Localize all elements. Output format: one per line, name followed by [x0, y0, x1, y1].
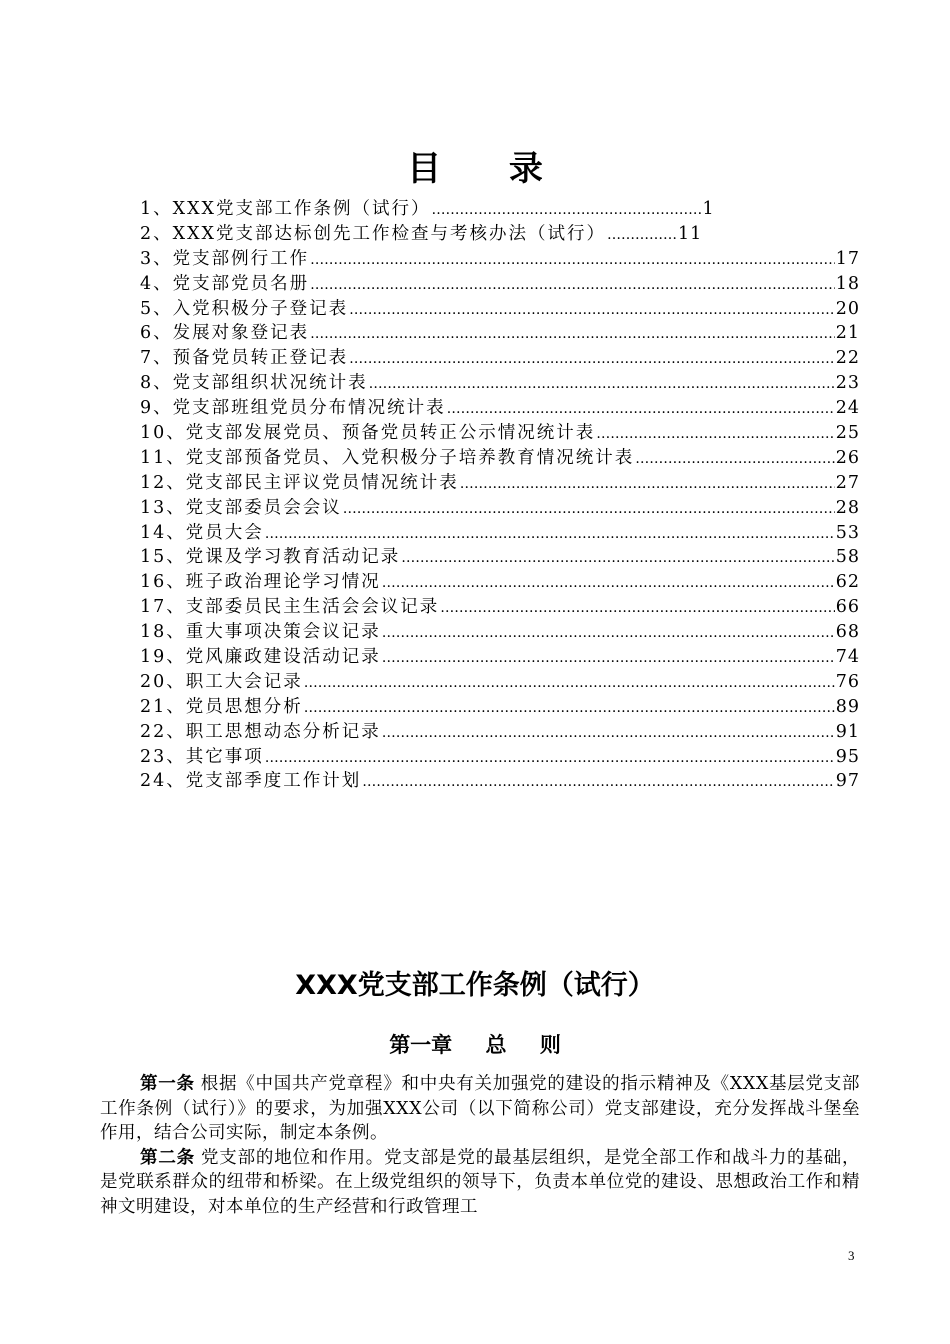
- toc-entry-page: 62: [835, 572, 860, 593]
- toc-entry-page: 74: [835, 647, 860, 668]
- toc-entry-page: 95: [835, 746, 860, 767]
- toc-entry: [140, 396, 860, 421]
- toc-entry-label: 3、党支部例行工作: [140, 248, 310, 269]
- toc-entry: [140, 521, 860, 546]
- toc-dot-leader: [369, 372, 835, 397]
- toc-entry: [140, 496, 860, 521]
- toc-entry-label: 24、党支部季度工作计划: [140, 771, 362, 792]
- toc-entry: [140, 745, 860, 770]
- toc-entry: [140, 695, 860, 720]
- toc-dot-leader: [432, 198, 702, 223]
- toc-entry-label: 17、支部委员民主生活会会议记录: [140, 597, 440, 618]
- toc-entry-page: 22: [835, 348, 860, 369]
- toc-entry: [140, 670, 860, 695]
- toc-entry-page: 97: [835, 771, 860, 792]
- toc-entry-page: 91: [835, 721, 860, 742]
- toc-entry-label: 11、党支部预备党员、入党积极分子培养教育情况统计表: [140, 447, 635, 468]
- chapter-heading: [0, 1028, 950, 1062]
- toc-entry: [140, 272, 860, 297]
- toc-dot-leader: [304, 671, 835, 696]
- toc-list: [140, 197, 860, 794]
- toc-entry: [140, 222, 860, 247]
- toc-entry-page: 58: [835, 547, 860, 568]
- toc-entry-label: 5、入党积极分子登记表: [140, 298, 349, 319]
- toc-entry-label: 9、党支部班组党员分布情况统计表: [140, 398, 446, 419]
- toc-dot-leader: [596, 422, 834, 447]
- toc-dot-leader: [382, 571, 835, 596]
- toc-entry: [140, 720, 860, 745]
- toc-entry: [140, 346, 860, 371]
- toc-dot-leader: [460, 472, 835, 497]
- toc-entry-label: 1、XXX党支部工作条例（试行）: [140, 199, 431, 219]
- toc-entry: [140, 197, 860, 222]
- toc-entry-label: 4、党支部党员名册: [140, 273, 310, 294]
- chapter-number: 第一章: [389, 1033, 453, 1057]
- toc-entry-label: 22、职工思想动态分析记录: [140, 721, 381, 742]
- toc-entry-label: 23、其它事项: [140, 746, 264, 767]
- toc-entry: [140, 297, 860, 322]
- toc-dot-leader: [382, 721, 835, 746]
- toc-entry-page: 1: [702, 199, 715, 219]
- toc-entry-label: 16、班子政治理论学习情况: [140, 572, 381, 593]
- toc-entry: [140, 247, 860, 272]
- toc-entry-page: 21: [835, 323, 860, 344]
- toc-entry: [140, 421, 860, 446]
- toc-entry-page: 53: [835, 522, 860, 543]
- toc-entry: [140, 595, 860, 620]
- toc-entry: [140, 371, 860, 396]
- toc-entry-label: 14、党员大会: [140, 522, 264, 543]
- toc-dot-leader: [310, 273, 835, 298]
- toc-dot-leader: [382, 621, 835, 646]
- toc-entry: [140, 769, 860, 794]
- article-label: 第二条: [140, 1147, 195, 1168]
- chapter-name-part1: 总: [485, 1033, 507, 1057]
- toc-entry-page: 17: [835, 248, 860, 269]
- toc-entry-page: 68: [835, 622, 860, 643]
- toc-entry-label: 7、预备党员转正登记表: [140, 348, 349, 369]
- toc-entry-label: 2、XXX党支部达标创先工作检查与考核办法（试行）: [140, 223, 607, 244]
- toc-dot-leader: [382, 646, 835, 671]
- toc-entry-label: 19、党风廉政建设活动记录: [140, 647, 381, 668]
- toc-entry-page: 25: [835, 423, 860, 444]
- toc-dot-leader: [349, 298, 835, 323]
- toc-dot-leader: [265, 522, 835, 547]
- toc-entry: [140, 321, 860, 346]
- toc-entry: [140, 471, 860, 496]
- toc-entry-page: 89: [835, 696, 860, 717]
- toc-dot-leader: [635, 447, 834, 472]
- toc-entry-page: 27: [835, 472, 860, 493]
- toc-dot-leader: [310, 322, 835, 347]
- toc-entry-label: 8、党支部组织状况统计表: [140, 373, 368, 394]
- toc-entry-label: 13、党支部委员会会议: [140, 497, 342, 518]
- page-number: 3: [848, 1248, 855, 1263]
- chapter-name-part2: 则: [539, 1033, 561, 1057]
- toc-entry-page: 11: [678, 223, 703, 244]
- toc-dot-leader: [447, 397, 835, 422]
- document-title: XXX党支部工作条例（试行）: [295, 970, 655, 1001]
- toc-entry-label: 21、党员思想分析: [140, 696, 303, 717]
- toc-entry-page: 66: [835, 597, 860, 618]
- toc-entry: [140, 570, 860, 595]
- toc-dot-leader: [607, 223, 677, 248]
- toc-entry: [140, 645, 860, 670]
- toc-entry: [140, 446, 860, 471]
- toc-entry-page: 24: [835, 398, 860, 419]
- toc-dot-leader: [440, 596, 834, 621]
- article-label: 第一条: [140, 1074, 195, 1094]
- toc-entry-page: 23: [835, 373, 860, 394]
- toc-dot-leader: [265, 746, 835, 771]
- toc-dot-leader: [362, 770, 834, 795]
- article-text: 根据《中国共产党章程》和中央有关加强党的建设的指示精神及《XXX基层党支部工作条例（试行）》的要求，为加强XXX公司（以下简称公司）党支部建设，充分发挥战斗堡垒作用，结合公司实际，制定本条例。: [100, 1074, 861, 1143]
- toc-dot-leader: [401, 546, 834, 571]
- toc-entry-label: 18、重大事项决策会议记录: [140, 622, 381, 643]
- toc-title: 目 录: [407, 149, 571, 189]
- toc-dot-leader: [304, 696, 835, 721]
- toc-dot-leader: [343, 497, 835, 522]
- toc-entry-label: 20、职工大会记录: [140, 671, 303, 692]
- toc-entry: [140, 545, 860, 570]
- toc-dot-leader: [310, 248, 835, 273]
- article-paragraph: [100, 1146, 860, 1220]
- toc-entry-page: 76: [835, 671, 860, 692]
- toc-entry-label: 10、党支部发展党员、预备党员转正公示情况统计表: [140, 423, 596, 444]
- body-text: [100, 1072, 860, 1219]
- toc-entry-label: 12、党支部民主评议党员情况统计表: [140, 472, 459, 493]
- toc-entry-page: 26: [835, 447, 860, 468]
- toc-entry-page: 20: [835, 298, 860, 319]
- toc-entry-label: 6、发展对象登记表: [140, 323, 310, 344]
- toc-entry-label: 15、党课及学习教育活动记录: [140, 547, 401, 568]
- toc-entry-page: 18: [835, 273, 860, 294]
- toc-entry-page: 28: [835, 497, 860, 518]
- toc-dot-leader: [349, 347, 835, 372]
- toc-entry: [140, 620, 860, 645]
- article-text: 党支部的地位和作用。党支部是党的最基层组织，是党全部工作和战斗力的基础，是党联系群众的纽带和桥梁。在上级党组织的领导下，负责本单位党的建设、思想政治工作和精神文明建设，对本单位的生产经营和行政管理工: [100, 1147, 861, 1217]
- article-paragraph: [100, 1072, 860, 1146]
